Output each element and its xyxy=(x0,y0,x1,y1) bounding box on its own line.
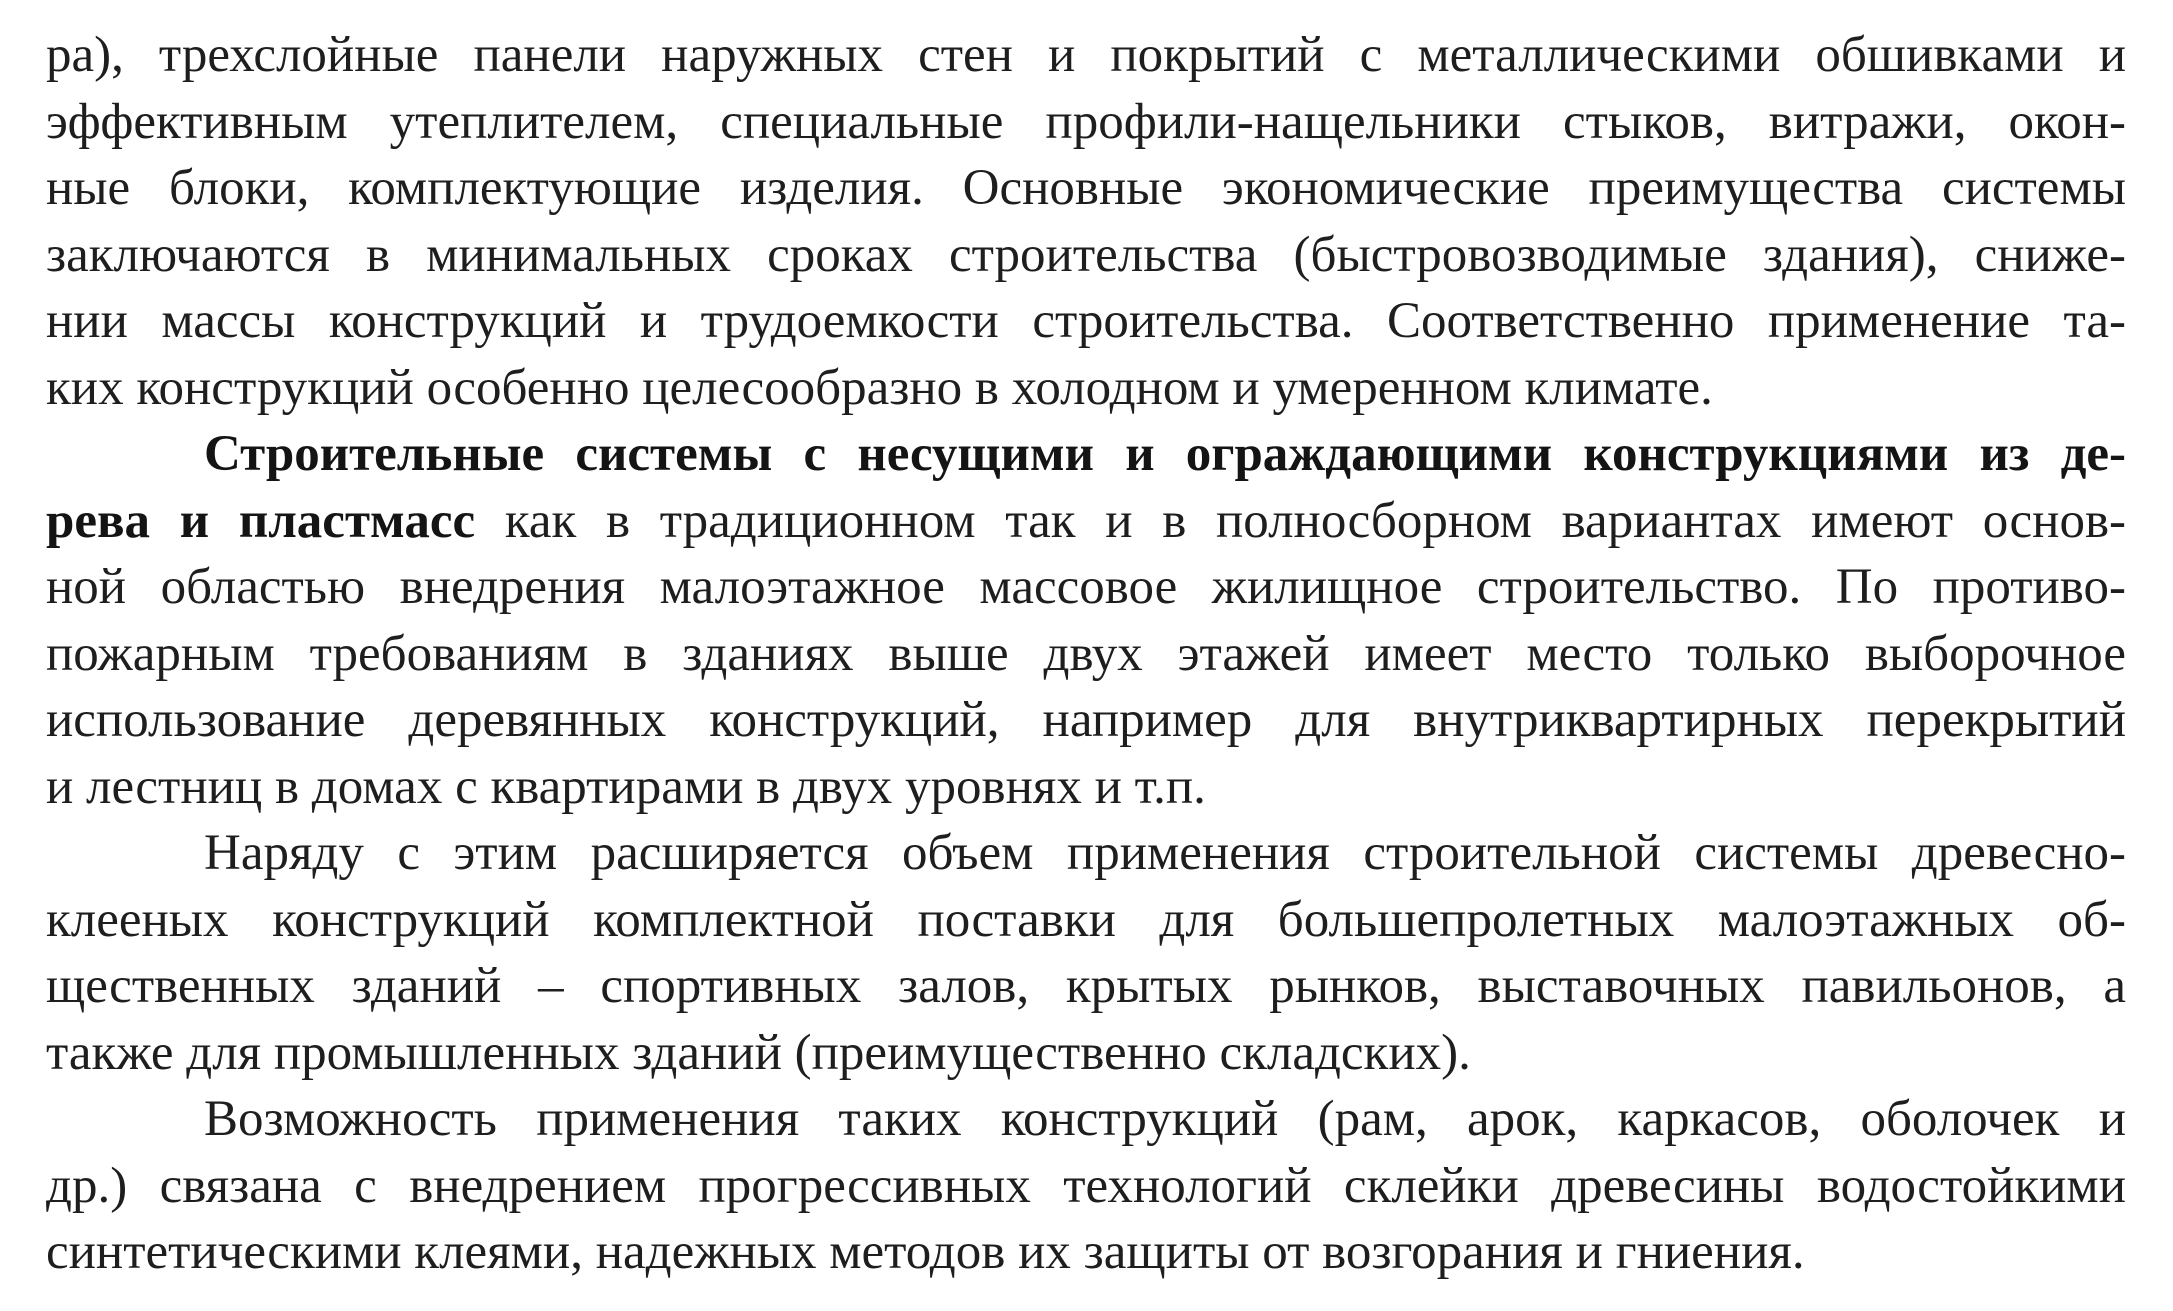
bold-heading-term: рева и пластмасс xyxy=(46,492,476,549)
paragraph-1 xyxy=(46,22,2126,421)
text-line: щественных зданий – спортивных залов, крытых рынков, выставочных павильонов, а xyxy=(46,958,2126,1014)
document-page xyxy=(46,22,2126,1286)
bold-heading-line: Строительные системы с несущими и ограждающими конструкциями из де- xyxy=(204,426,2126,482)
text-line: клееных конструкций комплектной поставки для большепролетных малоэтажных об- xyxy=(46,891,2126,948)
text-line xyxy=(46,488,2126,555)
text-line: пожарным требованиям в зданиях выше двух этажей имеет место только выборочное xyxy=(46,625,2126,682)
paragraph-4 xyxy=(46,1086,2126,1286)
text-line: использование деревянных конструкций, например для внутриквартирных перекрытий xyxy=(46,692,2126,748)
paragraph-3 xyxy=(46,820,2126,1086)
text-line: др.) связана с внедрением прогрессивных технологий склейки древесины водостойкими xyxy=(46,1157,2126,1214)
text-line: и лестниц в домах с квартирами в двух уровнях и т.п. xyxy=(46,758,1206,815)
text-line: ные блоки, комплектующие изделия. Основные экономические преимущества системы xyxy=(46,160,2126,216)
text-line: Возможность применения таких конструкций (рам, арок, каркасов, оболочек и xyxy=(204,1091,2126,1147)
text-line: синтетическими клеями, надежных методов их защиты от возгорания и гниения. xyxy=(46,1224,1805,1280)
text-line: ра), трехслойные панели наружных стен и покрытий с металлическими обшивками и xyxy=(46,27,2126,83)
text-line: нии массы конструкций и трудоемкости строительства. Соответственно применение та- xyxy=(46,293,2126,349)
text-line: ной областью внедрения малоэтажное массовое жилищное строительство. По противо- xyxy=(46,559,2126,615)
text-line: Наряду с этим расширяется объем применения строительной системы древесно- xyxy=(204,825,2126,881)
text-line: также для промышленных зданий (преимущественно складских). xyxy=(46,1024,1471,1081)
text-line: ких конструкций особенно целесообразно в холодном и умеренном климате. xyxy=(46,359,1713,416)
text-line: эффективным утеплителем, специальные профили-нащельники стыков, витражи, окон- xyxy=(46,93,2126,150)
text-line-rest: как в традиционном так и в полносборном вариантах имеют основ- xyxy=(475,492,2127,549)
paragraph-2 xyxy=(46,421,2126,820)
text-line: заключаются в минимальных сроках строительства (быстровозводимые здания), сниже- xyxy=(46,226,2126,283)
